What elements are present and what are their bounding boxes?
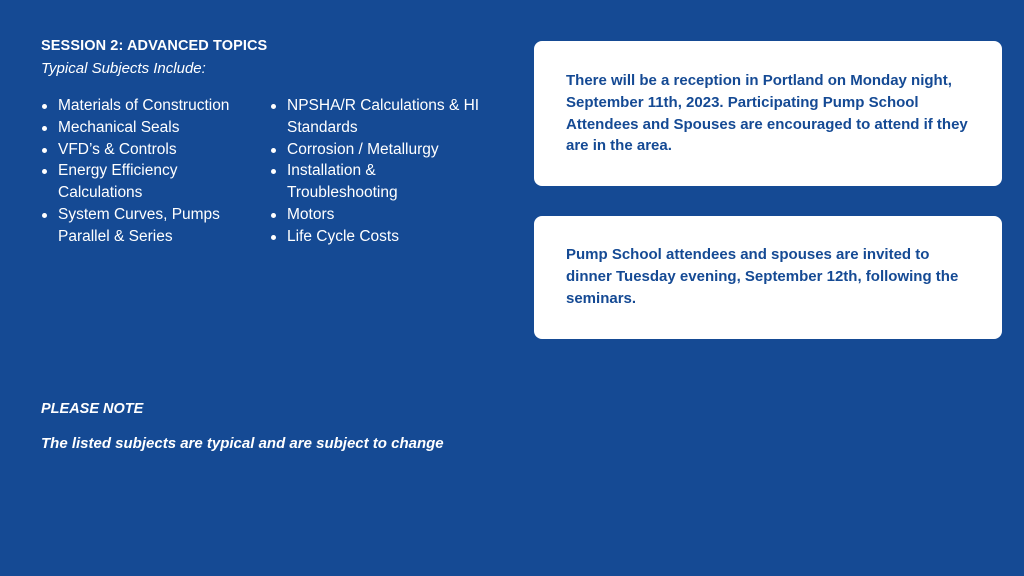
list-item: Corrosion / Metallurgy: [270, 139, 485, 161]
list-item: Energy Efficiency Calculations: [41, 160, 241, 204]
session-subtitle: Typical Subjects Include:: [41, 60, 206, 77]
topic-list-column-1: [41, 95, 241, 248]
note-heading: PLEASE NOTE: [41, 401, 144, 417]
list-item: Life Cycle Costs: [270, 226, 485, 248]
list-item: VFD’s & Controls: [41, 139, 241, 161]
list-item: Installation & Troubleshooting: [270, 160, 485, 204]
session-title: SESSION 2: ADVANCED TOPICS: [41, 38, 268, 54]
list-item: NPSHA/R Calculations & HI Standards: [270, 95, 485, 139]
note-text: The listed subjects are typical and are subject to change: [41, 435, 444, 452]
dinner-card: [534, 216, 1002, 339]
dinner-card-text: Pump School attendees and spouses are invited to dinner Tuesday evening, September 12th, following the seminars.: [566, 246, 959, 307]
reception-card: [534, 41, 1002, 186]
list-item: System Curves, Pumps Parallel & Series: [41, 204, 241, 248]
reception-card-text: There will be a reception in Portland on Monday night, September 11th, 2023. Participating Pump School Attendees and Spouses are encouraged to attend if they are in the area.: [566, 72, 968, 155]
list-item: Mechanical Seals: [41, 117, 241, 139]
list-item: Motors: [270, 204, 485, 226]
topic-list-column-2: [270, 95, 485, 248]
list-item: Materials of Construction: [41, 95, 241, 117]
